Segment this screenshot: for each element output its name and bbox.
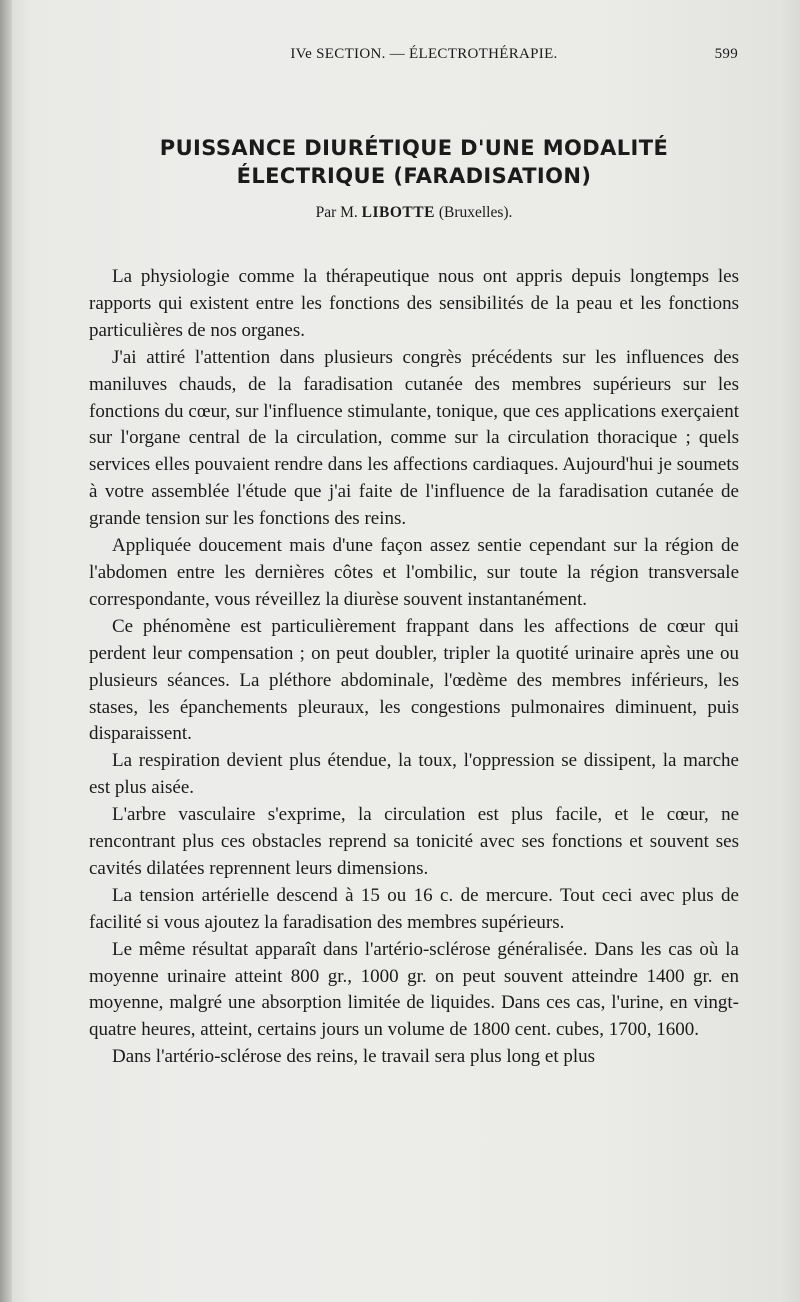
paragraph: La tension artérielle descend à 15 ou 16 c. de mercure. Tout ceci avec plus de facilité si vous ajoutez la faradisation des membres supérieurs. [89,884,739,933]
page-gutter [0,0,12,1302]
paragraph: L'arbre vasculaire s'exprime, la circulation est plus facile, et le cœur, ne rencontrant plus ces obstacles reprend sa tonicité avec ses fonctions et souvent ses cavités dilatées reprennent leurs dimensions. [89,804,739,879]
paragraph: La physiologie comme la thérapeutique nous ont appris depuis longtemps les rapports qui existent entre les fonctions des sensibilités de la peau et les fonctions particulières de nos organes. [89,266,739,341]
paragraph: Dans l'artério-sclérose des reins, le travail sera plus long et plus [112,1046,596,1068]
article-title [90,134,738,190]
running-title: IVe SECTION. — ÉLECTROTHÉRAPIE. [290,46,558,62]
author-name: LIBOTTE [361,204,435,221]
byline-prefix: Par M. [315,204,358,221]
paragraph: La respiration devient plus étendue, la toux, l'oppression se dissipent, la marche est plus aisée. [89,750,739,799]
page-number: 599 [714,46,738,62]
running-header [90,46,738,70]
paragraph: Le même résultat apparaît dans l'artério-sclérose généralisée. Dans les cas où la moyenne urinaire atteint 800 gr., 1000 gr. on peut souvent atteindre 1400 gr. en moyenne, malgré une absorption limitée de liquides. Dans ces cas, l'urine, en vingt-quatre heures, atteint, certains jours un volume de 1800 cent. cubes, 1700, 1600. [89,938,739,1041]
title-line-2: ÉLECTRIQUE (FARADISATION) [236,164,592,188]
paragraph: Appliquée doucement mais d'une façon assez sentie cependant sur la région de l'abdomen entre les dernières côtes et l'ombilic, sur toute la région transversale correspondante, vous réveillez la diurèse souvent instantanément. [89,535,739,610]
article-body [89,264,739,1071]
author-affiliation: (Bruxelles). [438,204,513,221]
byline [90,204,738,222]
paragraph: J'ai attiré l'attention dans plusieurs congrès précédents sur les influences des maniluves chauds, de la faradisation cutanée des membres supérieurs sur les fonctions du cœur, sur l'influence stimulante, tonique, que ces applications exerçaient sur l'organe central de la circulation, comme sur la circulation thoracique ; quels services elles pouvaient rendre dans les affections cardiaques. Aujourd'hui je soumets à votre assemblée l'étude que j'ai faite de l'influence de la faradisation cutanée de grande tension sur les fonctions des reins. [89,346,739,530]
paragraph: Ce phénomène est particulièrement frappant dans les affections de cœur qui perdent leur compensation ; on peut doubler, tripler la quotité urinaire après une ou plusieurs séances. La pléthore abdominale, l'œdème des membres inférieurs, les stases, les épanchements pleuraux, les congestions pulmonaires diminuent, puis disparaissent. [89,615,739,745]
title-line-1: PUISSANCE DIURÉTIQUE D'UNE MODALITÉ [159,136,669,160]
